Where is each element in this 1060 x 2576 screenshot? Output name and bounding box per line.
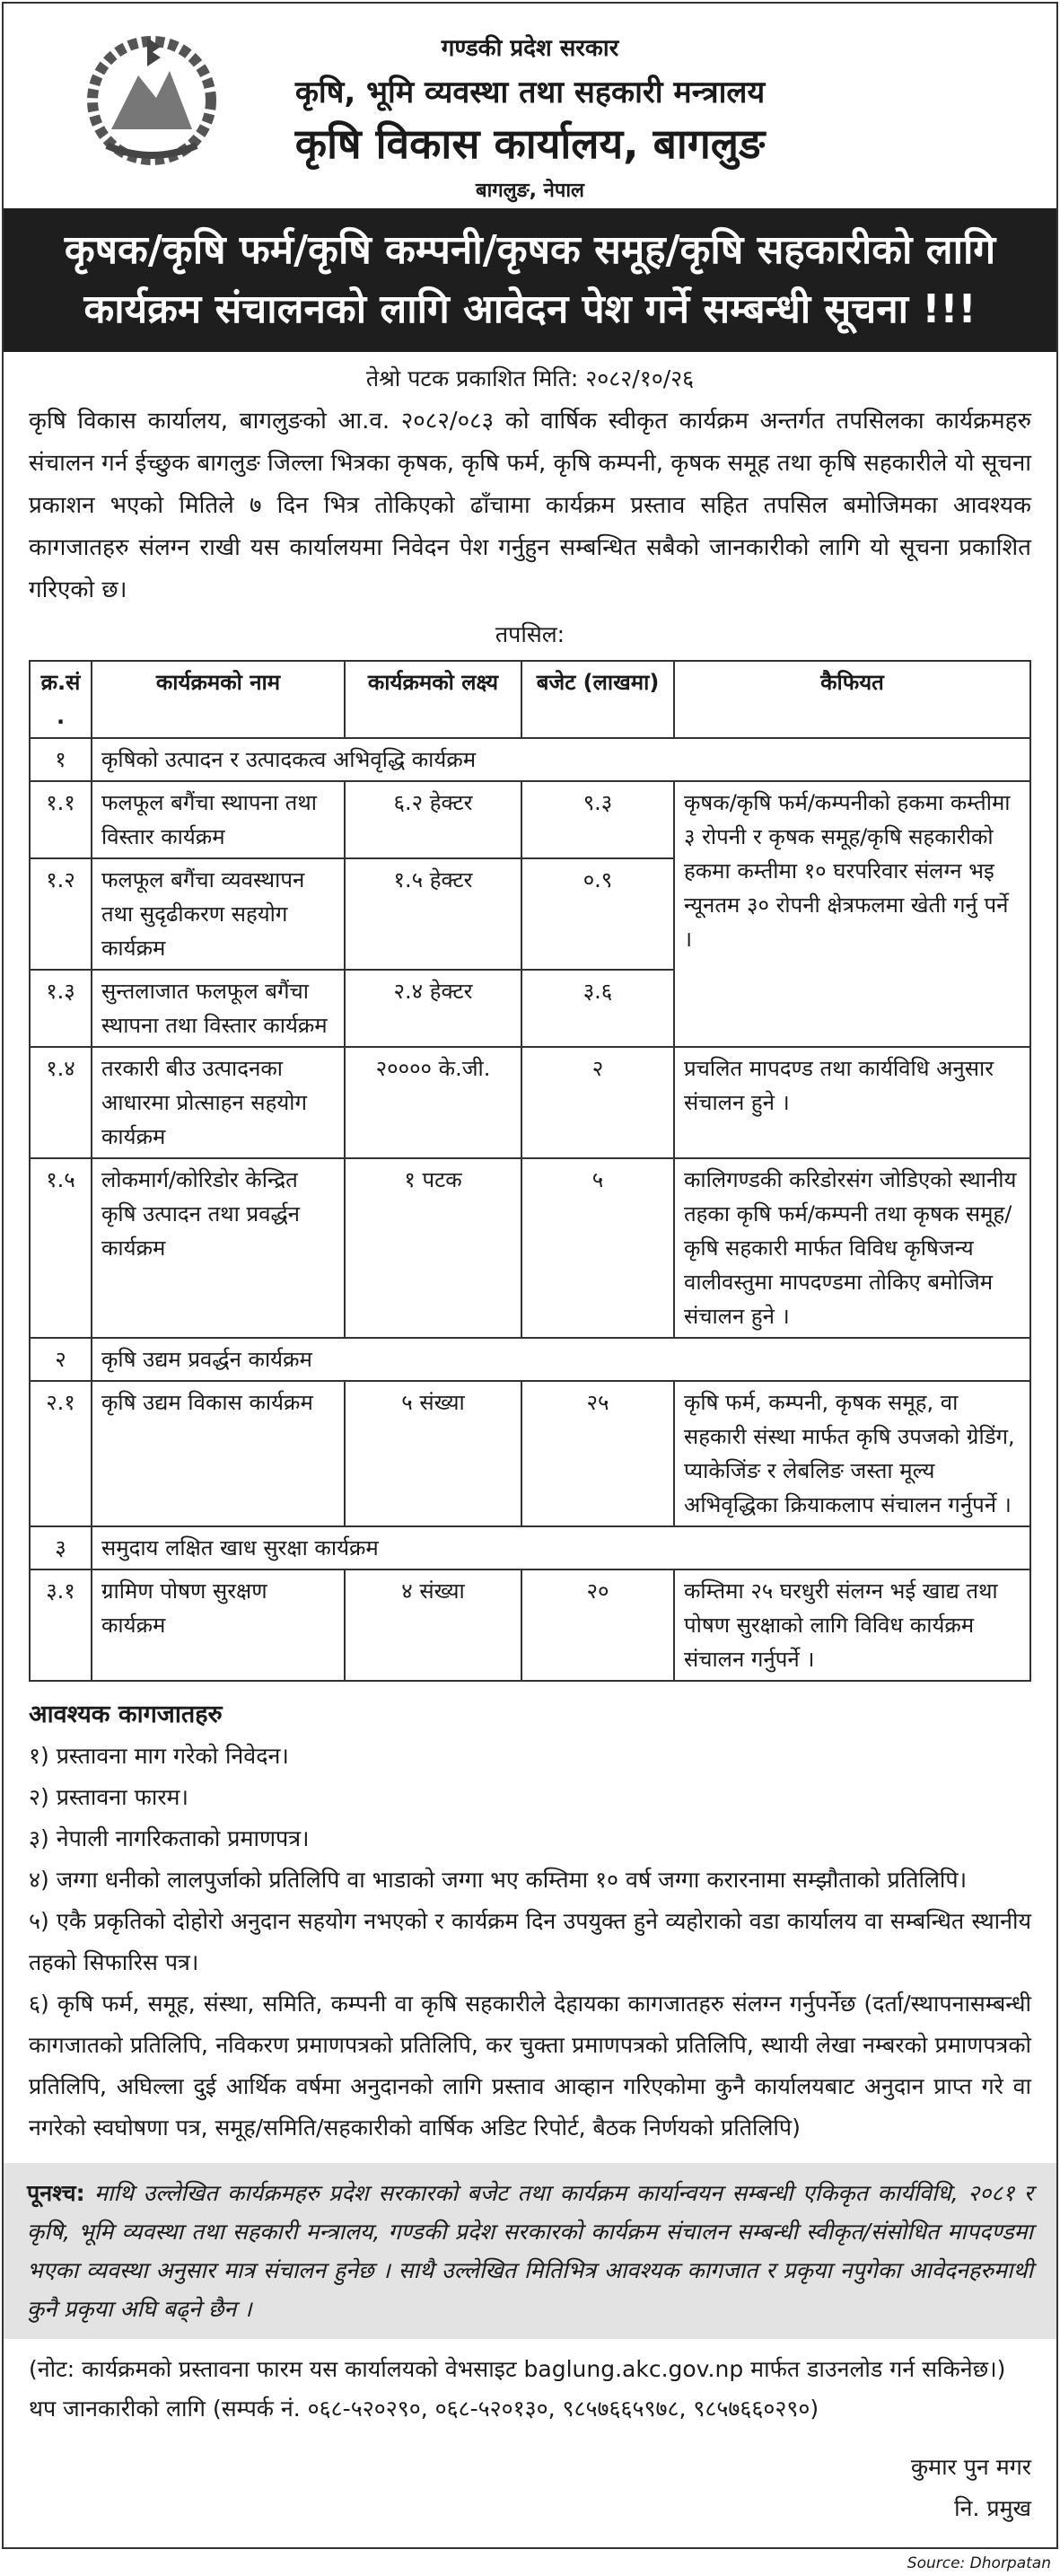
program-name: सुन्तलाजात फलफूल बगैंचा स्थापना तथा विस्तार कार्यक्रम [92,970,345,1047]
postscript-label: पूनश्च: [27,2180,85,2206]
program-remark: कालिगण्डकी करिडोरसंग जोडिएको स्थानीय तहका कृषि फर्म/कम्पनी तथा कृषक समूह/कृषि सहकारी मार्फत विविध कृषिजन्य वालीवस्तुमा मापदण्डमा तोकिए बमोजिम संचालन हुने । [674,1158,1030,1338]
section-number: १ [30,738,92,781]
required-documents [29,1694,1031,2149]
program-target: ५ संख्या [345,1381,521,1526]
program-target: २०००० के.जी. [345,1047,521,1158]
government-name: गण्डकी प्रदेश सरकार [441,35,619,62]
program-target: २.४ हेक्टर [345,970,521,1047]
table-row [30,1381,1030,1526]
row-number: १.३ [30,970,92,1047]
notice-header [4,4,1056,208]
document-item: १) प्रस्तावना माग गरेको निवेदन। [29,1743,289,1769]
note-text: (नोट: कार्यक्रमको प्रस्तावना फारम यस कार्यालयको वेभसाइट [29,2356,524,2382]
document-item: ६) कृषि फर्म, समूह, संस्था, समिति, कम्पनी वा कृषि सहकारीले देहायका कागजातहरु संलग्न गर्नुपर्नेछ (दर्ता/स्थापनासम्बन्धी कागजातको प्रतिलिपि, नविकरण प्रमाणपत्रको प्रतिलिपि, कर चुक्ता प्रमाणपत्रको प्रतिलिपि, स्थायी लेखा नम्बरको प्रमाणपत्रको प्रतिलिपि, अघिल्ला दुई आर्थिक वर्षमा अनुदानको लागि प्रस्ताव आव्हान गरिएकोमा कुनै कार्यालयबाट अनुदान प्राप्त गरे वा नगरेको स्वघोषणा पत्र, समूह/समिति/सहकारीको वार्षिक अडिट रिपोर्ट, बैठक निर्णयको प्रतिलिपि) [29,1991,1031,2141]
row-number: १.५ [30,1158,92,1338]
program-name: लोकमार्ग/कोरिडोर केन्द्रित कृषि उत्पादन तथा प्रवर्द्धन कार्यक्रम [92,1158,345,1338]
signatory-designation: नि. प्रमुख [954,2495,1031,2521]
section-number: २ [30,1338,92,1381]
table-row [30,1047,1030,1158]
row-number: १.१ [30,781,92,858]
program-remark: कम्तिमा २५ घरधुरी संलग्न भई खाद्य तथा पोषण सुरक्षाको लागि विविध कार्यक्रम संचालन गर्नुपर्ने । [674,1569,1030,1681]
section-row [30,1338,1030,1381]
postscript-box [4,2163,1056,2339]
program-name: ग्रामिण पोषण सुरक्षण कार्यक्रम [92,1569,345,1681]
document-item: ४) जग्गा धनीको लालपुर्जाको प्रतिलिपि वा भाडाको जग्गा भए कम्तिमा १० वर्ष जग्गा करारनामा सम्झौताको प्रतिलिपि। [29,1867,968,1893]
required-documents-title: आवश्यक कागजातहरु [29,1701,223,1728]
table-row [30,1158,1030,1338]
program-budget: २ [521,1047,674,1158]
notice-title-banner [4,208,1056,352]
program-budget: २५ [521,1381,674,1526]
publish-date: तेश्रो पटक प्रकाशित मिति: २०८२/१०/२६ [365,365,695,391]
section-row [30,1526,1030,1569]
program-budget: ०.९ [521,858,674,970]
row-number: १.४ [30,1047,92,1158]
program-budget: २० [521,1569,674,1681]
table-row [30,1569,1030,1681]
col-header-budget: बजेट (लाखमा) [521,661,674,738]
program-target: ४ संख्या [345,1569,521,1681]
document-item: ३) नेपाली नागरिकताको प्रमाणपत्र। [29,1825,310,1851]
program-name: कृषि उद्यम विकास कार्यक्रम [92,1381,345,1526]
ministry-name: कृषि, भूमि व्यवस्था तथा सहकारी मन्त्रालय [294,75,766,110]
notice-border [2,2,1058,2549]
program-budget: ९.३ [521,781,674,858]
schedule-heading: तपसिल: [495,621,565,647]
section-title: कृषिको उत्पादन र उत्पादकत्व अभिवृद्धि कार्यक्रम [92,738,1030,781]
program-target: ६.२ हेक्टर [345,781,521,858]
col-header-serial: क्र.सं. [30,661,92,738]
contact-info: थप जानकारीको लागि (सम्पर्क नं. ०६८-५२०२९०, ०६८-५२०१३०, ९८५७६६५९७८, ९८५७६६०२९०) [29,2396,819,2422]
program-table [29,660,1031,1682]
download-note [29,2350,1031,2389]
program-remark: कृषक/कृषि फर्म/कम्पनीको हकमा कम्तीमा ३ रोपनी र कृषक समूह/कृषि सहकारीको हकमा कम्तीमा १० घरपरिवार संलग्न भइ न्यूनतम ३० रोपनी क्षेत्रफलमा खेती गर्नु पर्ने । [674,781,1030,1047]
table-row [30,781,1030,858]
office-location: बागलुङ, नेपाल [476,180,584,202]
office-name: कृषि विकास कार्यालय, बागलुङ [294,119,766,168]
signature-block [29,2447,1031,2529]
program-name: तरकारी बीउ उत्पादनका आधारमा प्रोत्साहन सहयोग कार्यक्रम [92,1047,345,1158]
program-name: फलफूल बगैंचा व्यवस्थापन तथा सुदृढीकरण सहयोग कार्यक्रम [92,858,345,970]
section-row [30,738,1030,781]
section-title: समुदाय लक्षित खाध सुरक्षा कार्यक्रम [92,1526,1030,1569]
note-text-end: मार्फत डाउनलोड गर्न सकिनेछ।) [743,2356,1006,2382]
row-number: ३.१ [30,1569,92,1681]
program-target: १ पटक [345,1158,521,1338]
notice-title-line-1: कृषक/कृषि फर्म/कृषि कम्पनी/कृषक समूह/कृषि सहकारीको लागि [64,227,996,273]
note-section [29,2350,1031,2429]
postscript-text: माथि उल्लेखित कार्यक्रमहरु प्रदेश सरकारको बजेट तथा कार्यक्रम कार्यान्वयन सम्बन्धी एकिकृत कार्यविधि, २०८१ र कृषि, भूमि व्यवस्था तथा सहकारी मन्त्रालय, गण्डकी प्रदेश सरकारको कार्यक्रम संचालन सम्बन्धी स्वीकृत/संसोधित मापदण्डमा भएका व्यवस्था अनुसार मात्र संचालन हुनेछ । साथै उल्लेखित मितिभित्र आवश्यक कागजात र प्रकृया नपुगेका आवेदनहरुमाथी कुनै प्रकृया अघि बढ्ने छैन । [27,2180,1034,2322]
signatory-name: कुमार पुन मगर [910,2454,1031,2480]
program-target: १.५ हेक्टर [345,858,521,970]
notice-title-line-2: कार्यक्रम संचालनको लागि आवेदन पेश गर्ने सम्बन्धी सूचना !!! [83,286,977,332]
col-header-target: कार्यक्रमको लक्ष्य [345,661,521,738]
program-remark: कृषि फर्म, कम्पनी, कृषक समूह, वा सहकारी संस्था मार्फत कृषि उपजको ग्रेडिंग, प्याकेजिंङ र लेबलिङ जस्ता मूल्य अभिवृद्धिका क्रियाकलाप संचालन गर्नुपर्ने । [674,1381,1030,1526]
section-title: कृषि उद्यम प्रवर्द्धन कार्यक्रम [92,1338,1030,1381]
table-header-row [30,661,1030,738]
source-credit: Source: Dhorpatan [907,2554,1051,2572]
program-budget: ३.६ [521,970,674,1047]
document-item: २) प्रस्तावना फारम। [29,1784,188,1810]
col-header-remarks: कैफियत [674,661,1030,738]
section-number: ३ [30,1526,92,1569]
row-number: १.२ [30,858,92,970]
document-item: ५) एकै प्रकृतिको दोहोरो अनुदान सहयोग नभएको र कार्यक्रम दिन उपयुक्त हुने व्यहोराको वडा कार्यालय वा सम्बन्धित स्थानीय तहको सिफारिस पत्र। [29,1908,1031,1975]
website-link[interactable]: baglung.akc.gov.np [523,2356,744,2382]
intro-paragraph: कृषि विकास कार्यालय, बागलुङको आ.व. २०८२/०८३ को वार्षिक स्वीकृत कार्यक्रम अन्तर्गत तपसिलका कार्यक्रमहरु संचालन गर्न ईच्छुक बागलुङ जिल्ला भित्रका कृषक, कृषि फर्म, कृषि कम्पनी, कृषक समूह तथा कृषि सहकारीले यो सूचना प्रकाशन भएको मितिले ७ दिन भित्र तोकिएको ढाँचामा कार्यक्रम प्रस्ताव सहित तपसिल बमोजिमका आवश्यक कागजातहरु संलग्न राखी यस कार्यालयमा निवेदन पेश गर्नुहुन सम्बन्धित सबैको जानकारीको लागि यो सूचना प्रकाशित गरिएको छ। [29,408,1031,603]
row-number: २.१ [30,1381,92,1526]
col-header-program-name: कार्यक्रमको नाम [92,661,345,738]
program-budget: ५ [521,1158,674,1338]
program-name: फलफूल बगैंचा स्थापना तथा विस्तार कार्यक्रम [92,781,345,858]
program-remark: प्रचलित मापदण्ड तथा कार्यविधि अनुसार संचालन हुने । [674,1047,1030,1158]
